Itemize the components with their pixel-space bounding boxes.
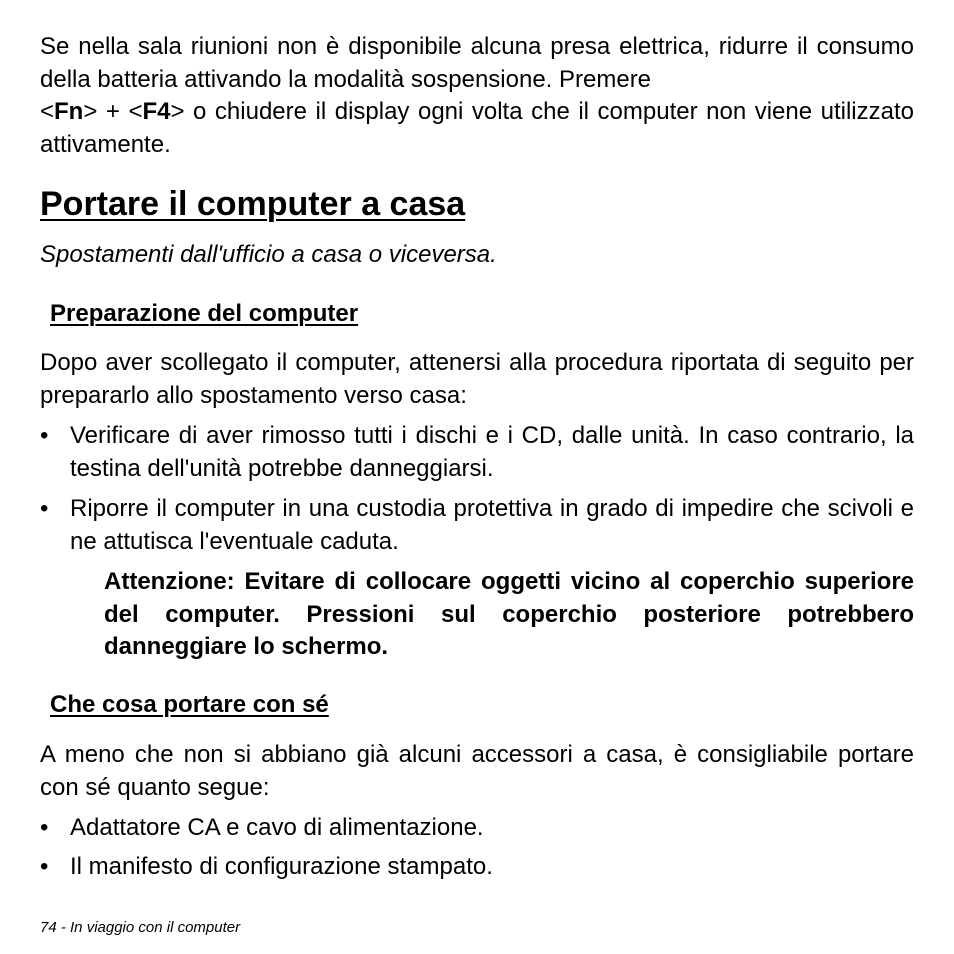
intro-text-before-keys: Se nella sala riunioni non è disponibile alcuna presa elettrica, ridurre il consumo della batteria attivando la modalità sospensione. Premere (40, 33, 914, 93)
section-subtitle: Spostamenti dall'ufficio a casa o viceversa. (40, 241, 497, 268)
preparation-block (40, 347, 914, 558)
what-to-bring-list (40, 812, 914, 883)
warning-note: Attenzione: Evitare di collocare oggetti vicino al coperchio superiore del computer. Pressioni sul coperchio posteriore potrebbero danneggiare lo schermo. (104, 568, 914, 660)
bullet-icon: • (40, 852, 49, 880)
list-item (40, 851, 914, 884)
preparation-list (40, 420, 914, 558)
key-f4: F4 (142, 98, 171, 125)
what-to-bring-heading: Che cosa portare con sé (50, 691, 329, 718)
bullet-icon: • (40, 422, 49, 449)
list-item (40, 420, 914, 485)
key-open-f4: < (128, 98, 143, 125)
list-item-text: Adattatore CA e cavo di alimentazione. (70, 814, 484, 841)
intro-paragraph-block (40, 31, 914, 161)
key-close-f4: > (170, 98, 185, 125)
list-item-text: Verificare di aver rimosso tutti i dischi e i CD, dalle unità. In caso contrario, la testina dell'unità potrebbe danneggiarsi. (70, 422, 914, 482)
bullet-icon: • (40, 495, 49, 522)
intro-paragraph (40, 31, 914, 161)
section-title: Portare il computer a casa (40, 185, 466, 223)
what-to-bring-block (40, 739, 914, 883)
list-item (40, 493, 914, 558)
preparation-heading: Preparazione del computer (50, 300, 359, 327)
list-item (40, 812, 914, 845)
intro-text-after-keys: o chiudere il display ogni volta che il computer non viene utilizzato attivamente. (40, 98, 914, 158)
key-close-fn: > (83, 98, 98, 125)
bullet-icon: • (40, 814, 49, 841)
key-open-fn: < (40, 98, 55, 125)
what-to-bring-paragraph: A meno che non si abbiano già alcuni accessori a casa, è consigliabile portare con sé quanto segue: (40, 741, 914, 801)
list-item-text: Il manifesto di configurazione stampato. (70, 852, 493, 880)
page-footer: 74 - In viaggio con il computer (40, 919, 241, 936)
list-item-text: Riporre il computer in una custodia protettiva in grado di impedire che scivoli e ne attutisca l'eventuale caduta. (70, 495, 914, 555)
key-plus: + (97, 98, 129, 125)
key-fn: Fn (54, 98, 84, 125)
preparation-paragraph: Dopo aver scollegato il computer, attenersi alla procedura riportata di seguito per prepararlo allo spostamento verso casa: (40, 349, 914, 409)
